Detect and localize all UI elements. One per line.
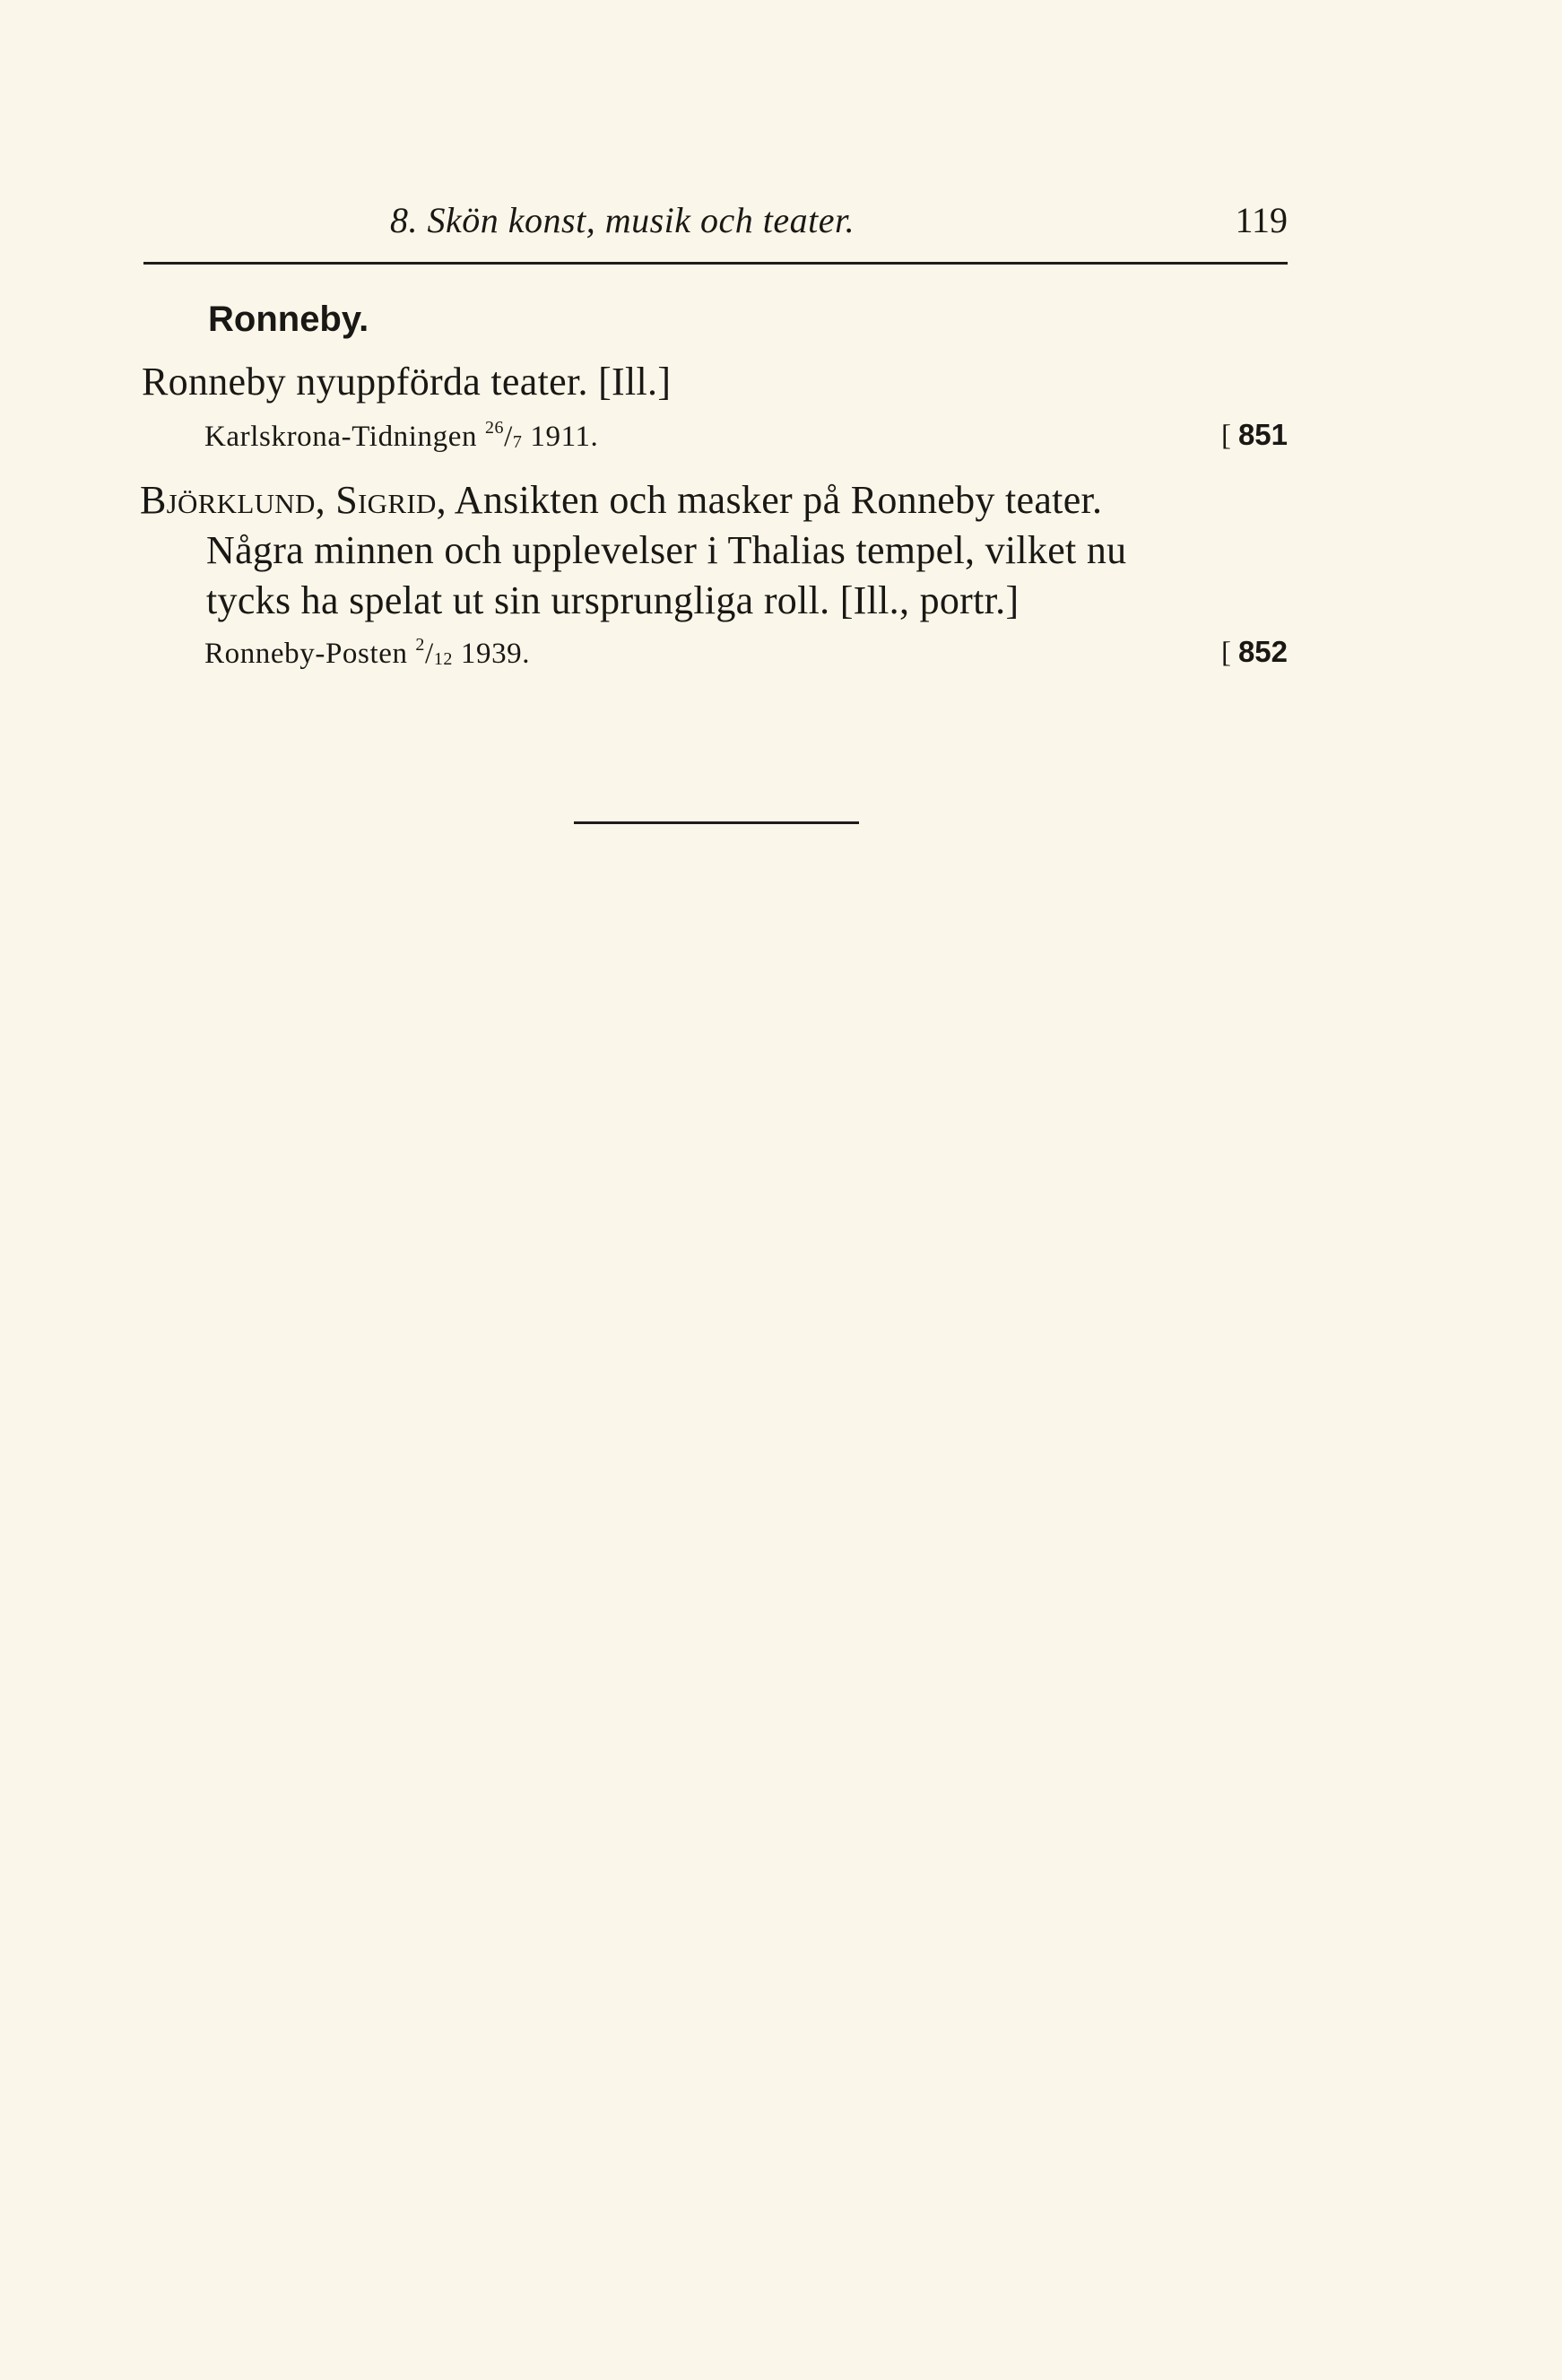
- entry-852-line-2: Några minnen och upplevelser i Thalias tempel, vilket nu: [206, 528, 1127, 572]
- ref-bracket: [: [1220, 637, 1231, 669]
- ref-bracket: [: [1220, 420, 1231, 452]
- source-year: 1939.: [453, 638, 531, 670]
- entry-851-title: Ronneby nyuppförda teater. [Ill.]: [142, 360, 672, 404]
- page-number: 119: [1235, 200, 1288, 240]
- section-end-rule: [574, 821, 859, 824]
- entry-852-line-3: tycks ha spelat ut sin ursprungliga roll. [Ill., portr.]: [206, 578, 1020, 622]
- entry-852-ref: [1221, 635, 1288, 670]
- entry-852-line-1: [140, 477, 1102, 523]
- source-publication: Karlskrona-Tidningen: [204, 421, 485, 453]
- entry-852-source: Ronneby-Posten $^2/_{12}$ 1939.: [204, 635, 531, 670]
- source-date-day: 2: [415, 635, 426, 655]
- source-publication: Ronneby-Posten: [204, 638, 416, 670]
- source-year: 1911.: [522, 421, 599, 453]
- entry-851-ref: [1221, 418, 1288, 453]
- running-header: [143, 199, 1288, 253]
- ref-number: 851: [1237, 418, 1288, 451]
- ref-number: 852: [1237, 635, 1288, 668]
- entry-852-title-part: Ansikten och masker på Ronneby teater.: [446, 478, 1103, 522]
- chapter-title: 8. Skön konst, musik och teater.: [390, 200, 855, 240]
- author-name: Björklund, Sigrid,: [140, 478, 447, 522]
- source-date-day: 26: [484, 418, 505, 438]
- source-date-month: 7: [512, 432, 523, 452]
- entry-851-source: Karlskrona-Tidningen $^{26}/_7$ 1911.: [204, 418, 599, 453]
- section-heading: Ronneby.: [208, 300, 369, 339]
- header-rule: [143, 262, 1288, 265]
- source-date-month: 12: [433, 649, 454, 669]
